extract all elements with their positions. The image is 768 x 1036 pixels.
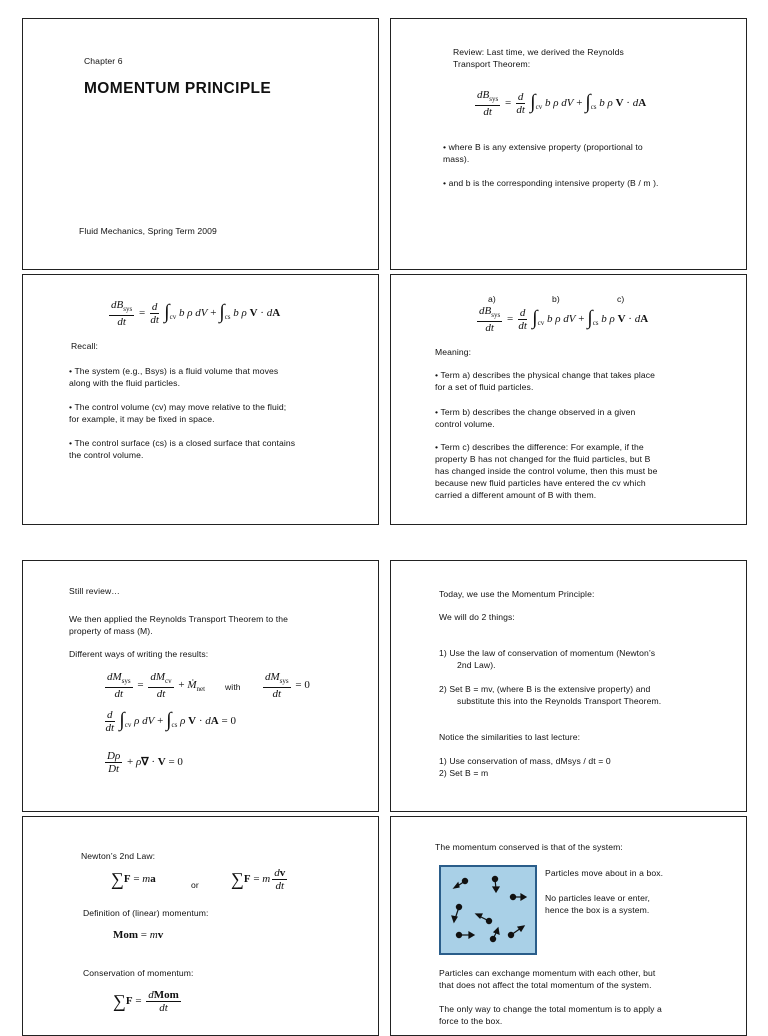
term-label-b: b) (552, 294, 560, 304)
body-text: Definition of (linear) momentum: (83, 908, 209, 918)
list-item: 2) Set B = mv, (where B is the extensive property) and (439, 684, 651, 694)
bullet-text: • where B is any extensive property (proportional to (443, 142, 643, 152)
chapter-label: Chapter 6 (84, 56, 123, 66)
slide-recall (22, 274, 379, 525)
bullet-text: property B has not changed for the fluid particles, but B (435, 454, 651, 464)
body-text: Particles can exchange momentum with each other, but (439, 968, 656, 978)
list-item: 2) Set B = m (439, 768, 489, 778)
bullet-text: • The system (e.g., Bsys) is a fluid volume that moves (69, 366, 279, 376)
slide-review-rtt (390, 18, 747, 270)
body-text: Newton’s 2nd Law: (81, 851, 156, 861)
list-item: 1) Use conservation of mass, dMsys / dt = 0 (439, 756, 611, 766)
body-text: property of mass (M). (69, 626, 153, 636)
intro-text: Review: Last time, we derived the Reynolds (453, 47, 624, 57)
page-title: MOMENTUM PRINCIPLE (84, 80, 272, 97)
body-text: The momentum conserved is that of the system: (435, 842, 623, 852)
body-text: The only way to change the total momentum is to apply a (439, 1004, 662, 1014)
bullet-text: mass). (443, 154, 470, 164)
bullet-text: • Term b) describes the change observed in a given (435, 407, 636, 417)
list-item: 2nd Law). (457, 660, 496, 670)
bullet-text: for a set of fluid particles. (435, 382, 534, 392)
body-text: Today, we use the Momentum Principle: (439, 589, 595, 599)
still-review-label: Still review… (69, 586, 120, 596)
bullet-text: the control volume. (69, 450, 144, 460)
bullet-text: control volume. (435, 419, 495, 429)
body-text: No particles leave or enter, (545, 893, 651, 903)
body-text: force to the box. (439, 1016, 503, 1026)
body-text: that does not affect the total momentum of the system. (439, 980, 652, 990)
bullet-text: • and b is the corresponding intensive property (B / m ). (443, 178, 659, 188)
meaning-label: Meaning: (435, 347, 472, 357)
mass-equation-2: $\frac{dM_{sys}}{dt}$ = 0 (265, 671, 310, 700)
slide-still-review (22, 560, 379, 812)
rtt-equation: $\frac{dB_{sys}}{dt}$ = $\frac{d}{dt}$ $\int_{cv}$ b ρ dV + $\int_{cs}$ b ρ V · dA (479, 305, 649, 334)
bullet-text: • Term c) describes the difference: For example, if the (435, 442, 644, 452)
term-label-a: a) (488, 294, 496, 304)
recall-label: Recall: (71, 341, 98, 351)
bullet-text: • The control surface (cs) is a closed surface that contains (69, 438, 296, 448)
body-text: We will do 2 things: (439, 612, 515, 622)
course-label: Fluid Mechanics, Spring Term 2009 (79, 226, 217, 236)
body-text: Notice the similarities to last lecture: (439, 732, 581, 742)
bullet-text: has changed inside the control volume, then this must be (435, 466, 658, 476)
bullet-text: • Term a) describes the physical change that takes place (435, 370, 656, 380)
rtt-equation: $\frac{dB_{sys}}{dt}$ = $\frac{d}{dt}$ $\int_{cv}$ b ρ dV + $\int_{cs}$ b ρ V · dA (111, 299, 281, 328)
body-text: We then applied the Reynolds Transport Theorem to the (69, 614, 288, 624)
bullet-text: carried a different amount of B with them. (435, 490, 597, 500)
conservation-equation: ∑F = $\frac{\text{dMom}}{dt}$ (113, 989, 179, 1014)
bullet-text: for example, it may be fixed in space. (69, 414, 215, 424)
mass-equation-1: $\frac{dM_{sys}}{dt}$ = $\frac{dM_{cv}}{dt}$ + Ṁ$_{net}$ (107, 671, 206, 700)
slide-today (390, 560, 747, 812)
list-item: 1) Use the law of conservation of momentum (Newton’s (439, 648, 656, 658)
bullet-text: along with the fluid particles. (69, 378, 181, 388)
bullet-text: because new fluid particles have entered the cv which (435, 478, 646, 488)
or-label: or (191, 880, 199, 890)
mass-equation-3: $\frac{d}{dt}$ $\int_{cv}$ ρ dV + $\int_{cs}$ ρ V · dA = 0 (105, 709, 236, 734)
slide-title (22, 18, 379, 270)
mass-equation-4: $\frac{D\rho}{Dt}$ + ρ∇ · V = 0 (107, 750, 183, 775)
slide-meaning (390, 274, 747, 525)
momentum-definition: Mom = mv (113, 929, 164, 941)
intro-text: Transport Theorem: (453, 59, 531, 69)
newton-equation-1: ∑F = ma (111, 869, 156, 889)
body-text: Conservation of momentum: (83, 968, 194, 978)
body-text: hence the box is a system. (545, 905, 650, 915)
with-label: with (225, 682, 241, 692)
body-text: Particles move about in a box. (545, 868, 664, 878)
term-label-c: c) (617, 294, 625, 304)
list-item: substitute this into the Reynolds Transport Theorem. (457, 696, 662, 706)
rtt-equation: $\frac{dB_{sys}}{dt}$ = $\frac{d}{dt}$ $\int_{cv}$ b ρ dV + $\int_{cs}$ b ρ V · dA (477, 89, 647, 118)
body-text: Different ways of writing the results: (69, 649, 209, 659)
bullet-text: • The control volume (cv) may move relative to the fluid; (69, 402, 287, 412)
particle-box-diagram (439, 865, 537, 955)
particle-arrows-icon (441, 867, 535, 953)
slide-system-box (390, 816, 747, 1036)
newton-equation-2: ∑F = m $\frac{dv}{dt}$ (231, 867, 286, 892)
slide-newton (22, 816, 379, 1036)
